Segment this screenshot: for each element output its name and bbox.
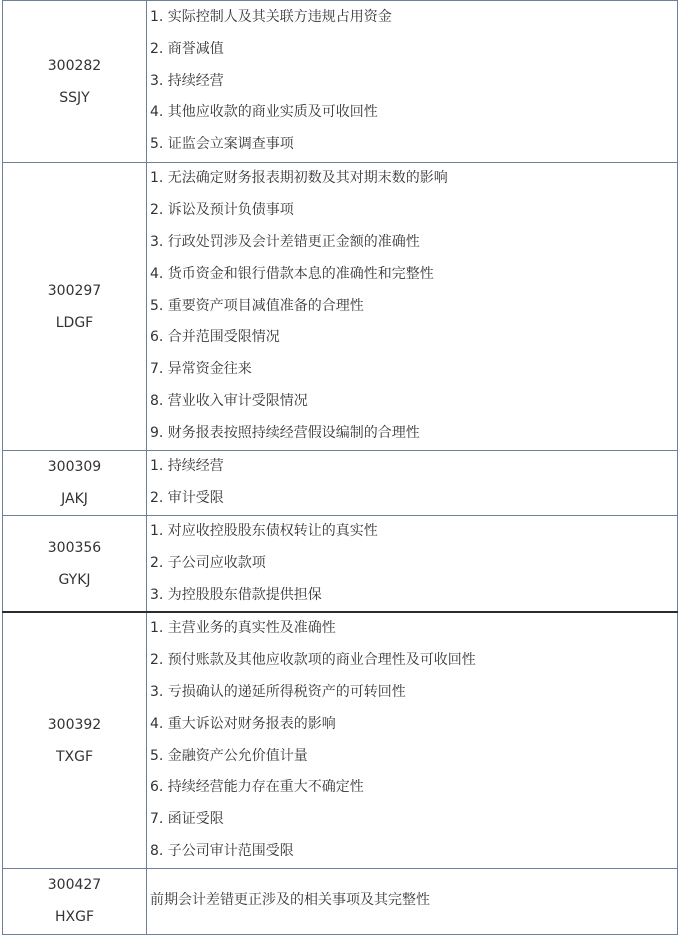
stock-cell — [3, 451, 147, 516]
stock-code: 300392 — [47, 716, 102, 733]
stock-cell — [3, 1, 147, 163]
stock-abbr: JAKJ — [61, 491, 88, 507]
list-item: 3. 为控股股东借款提供担保 — [150, 586, 322, 603]
matters-cell — [147, 451, 678, 516]
list-item: 1. 无法确定财务报表期初数及其对期末数的影响 — [150, 170, 448, 187]
table-row — [3, 612, 678, 868]
list-item: 7. 函证受限 — [150, 811, 224, 828]
matters-cell — [147, 612, 678, 868]
stock-abbr: HXGF — [54, 909, 95, 926]
table-row — [3, 451, 678, 516]
list-item: 8. 子公司审计范围受限 — [150, 843, 294, 860]
list-item: 2. 子公司应收款项 — [150, 554, 266, 571]
stock-code: 300297 — [47, 282, 102, 299]
list-item: 6. 合并范围受限情况 — [150, 329, 280, 346]
list-item: 3. 持续经营 — [150, 72, 224, 89]
list-item: 前期会计差错更正涉及的相关事项及其完整性 — [150, 892, 430, 909]
list-item: 2. 预付账款及其他应收款项的商业合理性及可收回性 — [150, 652, 476, 669]
list-item: 2. 审计受限 — [150, 490, 224, 506]
list-item: 4. 货币资金和银行借款本息的准确性和完整性 — [150, 265, 434, 282]
list-item: 1. 实际控制人及其关联方违规占用资金 — [150, 9, 392, 25]
list-item: 1. 对应收控股股东债权转让的真实性 — [150, 523, 378, 539]
stock-code: 300356 — [47, 539, 102, 556]
list-item: 1. 持续经营 — [150, 458, 224, 475]
stock-code: 300427 — [47, 877, 102, 894]
stock-abbr: GYKJ — [58, 571, 91, 588]
stock-cell — [3, 612, 147, 868]
list-item: 2. 商誉减值 — [150, 40, 224, 57]
matters-cell — [147, 516, 678, 613]
audit-matters-table — [2, 0, 678, 935]
list-item: 5. 金融资产公允价值计量 — [150, 747, 308, 764]
table-row — [3, 163, 678, 451]
list-item: 8. 营业收入审计受限情况 — [150, 392, 308, 409]
list-item: 9. 财务报表按照持续经营假设编制的合理性 — [150, 424, 420, 441]
table-row — [3, 516, 678, 613]
matters-cell — [147, 868, 678, 934]
table-row — [3, 868, 678, 934]
list-item: 2. 诉讼及预计负债事项 — [150, 202, 294, 219]
list-item: 5. 证监会立案调查事项 — [150, 136, 294, 153]
stock-cell — [3, 868, 147, 934]
list-item: 5. 重要资产项目减值准备的合理性 — [150, 297, 364, 314]
stock-abbr: TXGF — [55, 748, 94, 765]
stock-code: 300282 — [47, 57, 102, 74]
list-item: 3. 行政处罚涉及会计差错更正金额的准确性 — [150, 234, 420, 250]
matters-cell — [147, 1, 678, 163]
matters-cell — [147, 163, 678, 451]
list-item: 3. 亏损确认的递延所得税资产的可转回性 — [150, 684, 406, 701]
list-item: 6. 持续经营能力存在重大不确定性 — [150, 779, 364, 796]
stock-cell — [3, 516, 147, 613]
stock-abbr: LDGF — [55, 314, 94, 331]
table-row — [3, 1, 678, 163]
list-item: 1. 主营业务的真实性及准确性 — [150, 620, 336, 637]
stock-code: 300309 — [47, 459, 102, 475]
list-item: 7. 异常资金往来 — [150, 361, 252, 378]
stock-cell — [3, 163, 147, 451]
stock-abbr: SSJY — [59, 89, 90, 106]
list-item: 4. 其他应收款的商业实质及可收回性 — [150, 104, 378, 121]
list-item: 4. 重大诉讼对财务报表的影响 — [150, 715, 336, 732]
